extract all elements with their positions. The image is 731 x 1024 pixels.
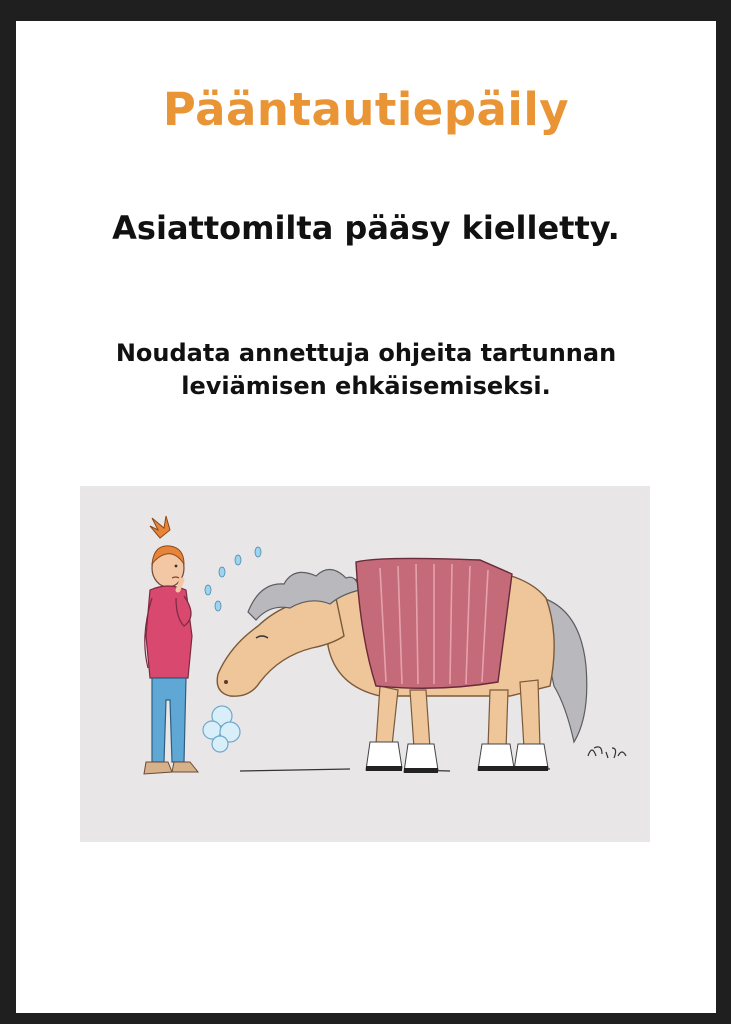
poster-instructions [16,337,716,403]
horse-blanket-icon [356,558,512,688]
cartoon-svg [80,486,650,842]
snot-cloud-icon [203,706,240,752]
artist-signature [588,747,626,758]
poster-title: Pääntautiepäily [162,83,570,136]
instruction-line-2: leviämisen ehkäisemiseksi. [181,372,551,400]
poster-sheet [16,21,716,1013]
poster-subtitle: Asiattomilta pääsy kielletty. [112,209,620,247]
cartoon-illustration [80,486,650,842]
instruction-line-1: Noudata annettuja ohjeita tartunnan [115,339,617,367]
person-icon [144,516,198,774]
